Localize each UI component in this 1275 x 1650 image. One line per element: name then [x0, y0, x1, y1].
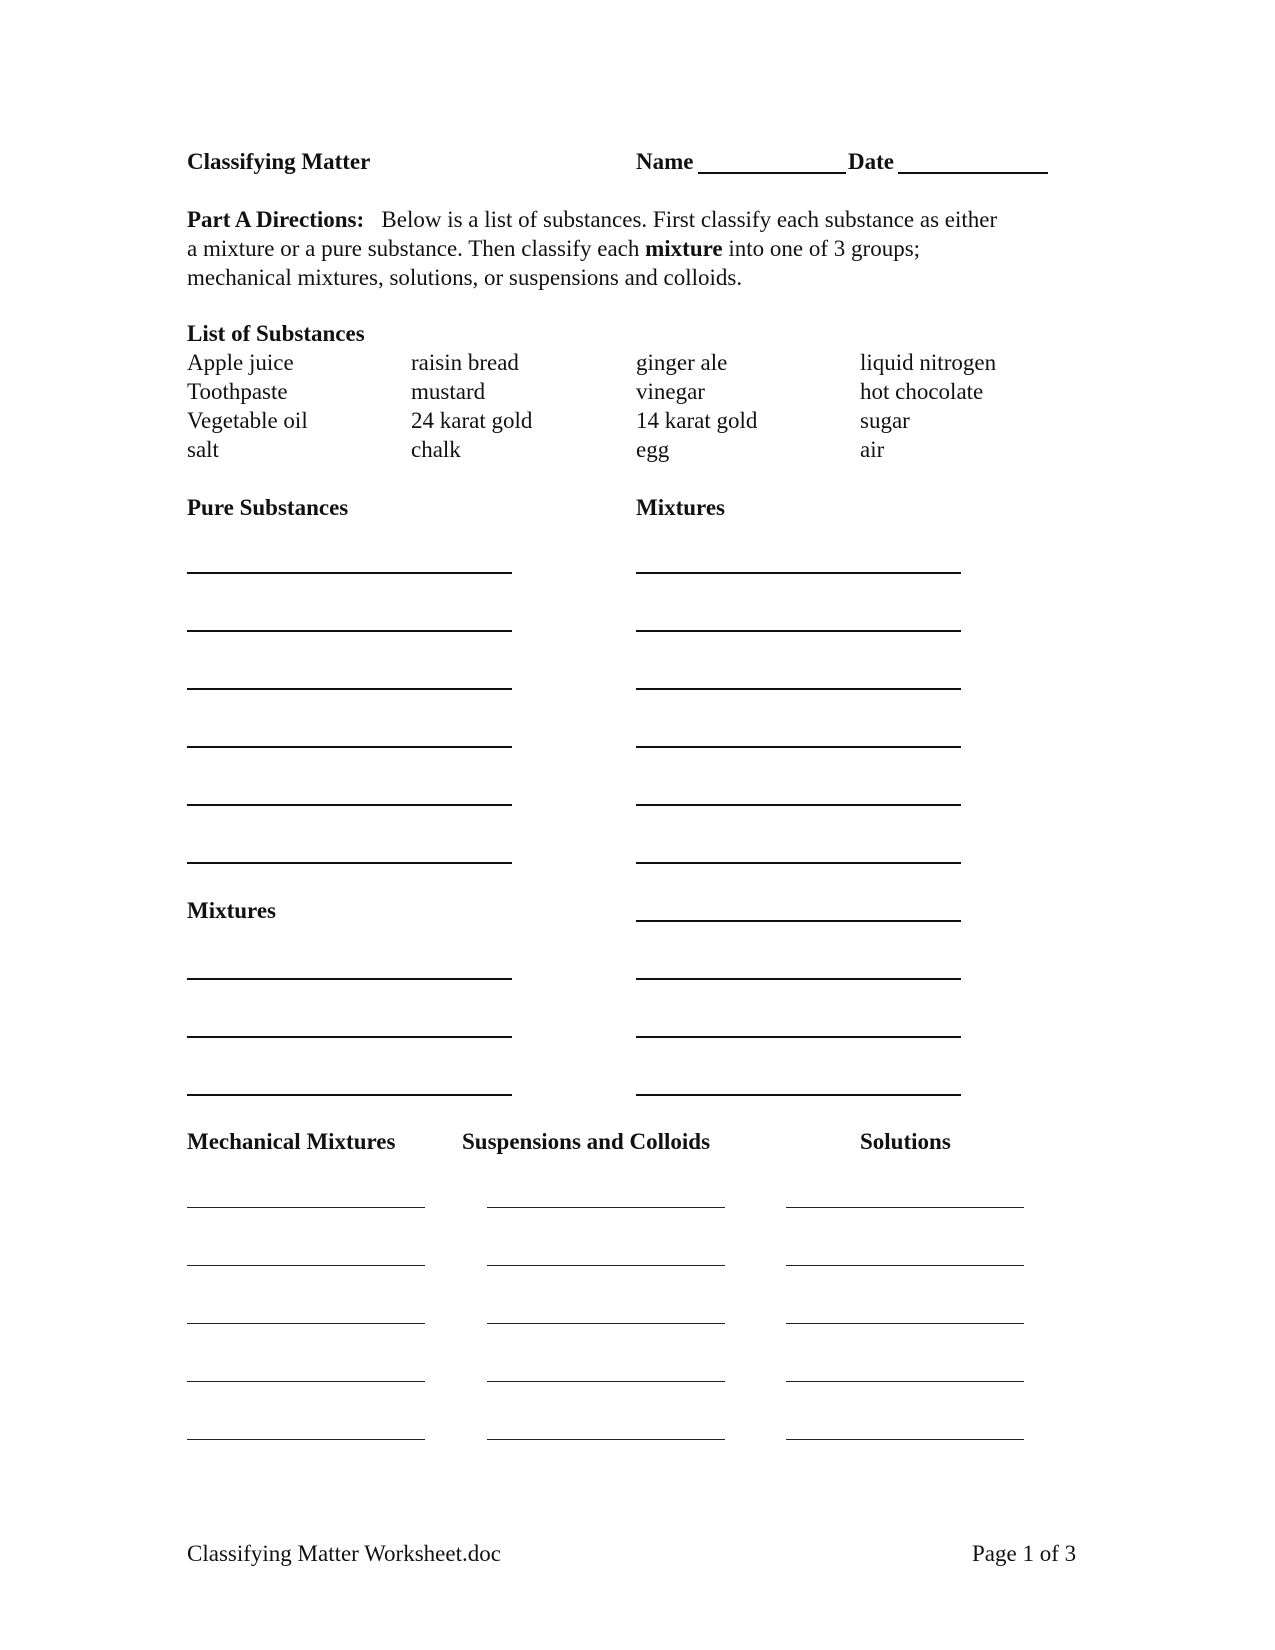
suspension-colloid-answer-line[interactable] [487, 1323, 725, 1324]
footer-page-number: Page 1 of 3 [972, 1541, 1077, 1566]
mechanical-mixture-answer-line[interactable] [187, 1439, 425, 1440]
mixture-answer-line[interactable] [636, 804, 961, 806]
mixture-answer-line[interactable] [636, 978, 961, 980]
substance-item: mustard [411, 379, 486, 404]
pure-substance-answer-line[interactable] [187, 572, 512, 574]
solution-answer-line[interactable] [786, 1323, 1024, 1324]
directions-line-3: mechanical mixtures, solutions, or suspensions and colloids. [187, 265, 743, 290]
mixture-answer-line[interactable] [187, 1094, 512, 1096]
directions-line-1 [187, 205, 1087, 234]
substance-item: salt [187, 437, 219, 462]
mixture-answer-line[interactable] [636, 1036, 961, 1038]
pure-substance-answer-line[interactable] [187, 862, 512, 864]
mixture-answer-line[interactable] [636, 688, 961, 690]
substance-item: 24 karat gold [411, 408, 533, 433]
mixture-answer-line[interactable] [636, 746, 961, 748]
substance-item: chalk [411, 437, 461, 462]
name-field-line[interactable] [698, 172, 846, 174]
date-label: Date [848, 149, 894, 174]
name-label: Name [636, 149, 694, 174]
substance-item: hot chocolate [860, 379, 984, 404]
substance-item: vinegar [636, 379, 705, 404]
mechanical-mixture-answer-line[interactable] [187, 1381, 425, 1382]
substance-item: raisin bread [411, 350, 519, 375]
suspension-colloid-answer-line[interactable] [487, 1439, 725, 1440]
substance-item: Toothpaste [187, 379, 288, 404]
solution-answer-line[interactable] [786, 1265, 1024, 1266]
substance-item: air [860, 437, 885, 462]
mixtures-heading-left: Mixtures [187, 898, 277, 923]
substance-item: Vegetable oil [187, 408, 308, 433]
suspension-colloid-answer-line[interactable] [487, 1207, 725, 1208]
directions-text-2a: a mixture or a pure substance. Then classify each [187, 236, 646, 261]
mixture-answer-line[interactable] [636, 862, 961, 864]
directions-paragraph [187, 205, 1087, 292]
mechanical-mixture-answer-line[interactable] [187, 1207, 425, 1208]
substance-item: egg [636, 437, 670, 462]
mixture-answer-line[interactable] [636, 1094, 961, 1096]
solution-answer-line[interactable] [786, 1381, 1024, 1382]
mechanical-mixtures-heading: Mechanical Mixtures [187, 1129, 396, 1154]
substance-item: liquid nitrogen [860, 350, 997, 375]
substance-item: 14 karat gold [636, 408, 758, 433]
suspension-colloid-answer-line[interactable] [487, 1381, 725, 1382]
directions-text-2b: into one of 3 groups; [722, 236, 921, 261]
directions-text-1: Below is a list of substances. First classify each substance as either [381, 207, 998, 232]
footer-filename: Classifying Matter Worksheet.doc [187, 1541, 501, 1566]
directions-label: Part A Directions: [187, 207, 365, 232]
mixtures-heading-right: Mixtures [636, 495, 726, 520]
directions-emphasis: mixture [645, 236, 723, 261]
solution-answer-line[interactable] [786, 1439, 1024, 1440]
date-field-line[interactable] [898, 172, 1048, 174]
suspension-colloid-answer-line[interactable] [487, 1265, 725, 1266]
worksheet-title: Classifying Matter [187, 149, 371, 174]
pure-substances-heading: Pure Substances [187, 495, 349, 520]
mechanical-mixture-answer-line[interactable] [187, 1323, 425, 1324]
mixture-answer-line[interactable] [636, 920, 961, 922]
substance-item: ginger ale [636, 350, 728, 375]
pure-substance-answer-line[interactable] [187, 804, 512, 806]
mixture-answer-line[interactable] [636, 572, 961, 574]
solutions-heading: Solutions [860, 1129, 951, 1154]
substance-item: Apple juice [187, 350, 294, 375]
pure-substance-answer-line[interactable] [187, 688, 512, 690]
substance-item: sugar [860, 408, 910, 433]
solution-answer-line[interactable] [786, 1207, 1024, 1208]
mixture-answer-line[interactable] [187, 978, 512, 980]
pure-substance-answer-line[interactable] [187, 746, 512, 748]
suspensions-colloids-heading: Suspensions and Colloids [462, 1129, 711, 1154]
directions-line-2 [187, 234, 1087, 263]
pure-substance-answer-line[interactable] [187, 630, 512, 632]
mixture-answer-line[interactable] [187, 1036, 512, 1038]
mixture-answer-line[interactable] [636, 630, 961, 632]
substances-heading: List of Substances [187, 321, 365, 346]
mechanical-mixture-answer-line[interactable] [187, 1265, 425, 1266]
